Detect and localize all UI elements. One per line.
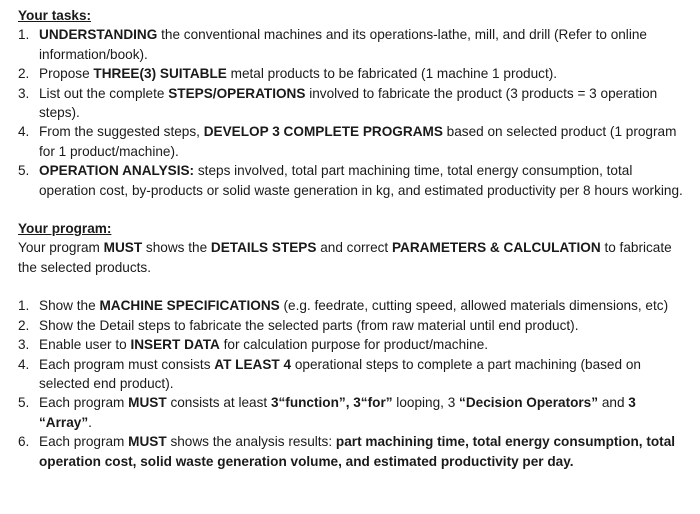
program-requirements-list: [18, 296, 686, 471]
text-run: steps involved, total part machining time, total energy consumption, total operation cost, by-products or solid waste generation in kg, and estimated productivity per 8 hours working.: [39, 163, 683, 198]
task-item-5: [18, 161, 686, 200]
list-number: 3.: [18, 85, 30, 101]
bold-text: STEPS/OPERATIONS: [168, 85, 306, 101]
list-number: 5.: [18, 163, 30, 179]
text-run: the conventional machines and its operations-lathe, mill, and drill (Refer to online information/book).: [39, 27, 647, 62]
bold-text: DEVELOP 3 COMPLETE PROGRAMS: [203, 124, 443, 140]
text-run: for calculation purpose for product/machine.: [219, 337, 489, 353]
text-run: Enable user to: [39, 337, 131, 353]
list-number: 2.: [18, 66, 30, 82]
bold-text: DETAILS STEPS: [210, 240, 317, 256]
program-requirement-item-1: [18, 296, 686, 315]
list-number: 6.: [18, 434, 30, 450]
bold-text: 3“function”, 3“for”: [270, 395, 393, 411]
list-number: 3.: [18, 337, 30, 353]
text-run: involved to fabricate the product (3 products = 3 operation steps).: [39, 85, 658, 121]
text-run: Each program must consists: [39, 356, 215, 372]
text-run: and correct: [316, 240, 392, 256]
list-number: 1.: [18, 298, 30, 314]
text-run: operational steps to complete a part machining (based on selected end product).: [39, 356, 641, 391]
tasks-list: [18, 25, 686, 200]
list-number: 4.: [18, 356, 30, 372]
text-run: shows the: [142, 240, 211, 256]
program-requirement-item-4: [18, 355, 686, 394]
bold-text: PARAMETERS & CALCULATION: [391, 240, 601, 256]
bold-text: UNDERSTANDING: [39, 27, 158, 43]
bold-text: AT LEAST 4: [214, 356, 292, 372]
bold-text: THREE(3) SUITABLE: [93, 66, 227, 82]
program-heading: Your program:: [18, 221, 112, 237]
bold-text: INSERT DATA: [130, 337, 220, 353]
list-number: 4.: [18, 124, 30, 140]
text-run: Each program: [39, 434, 129, 450]
bold-text: part machining time, total energy consumption, total operation cost, solid waste generation volume, and estimated productivity per day.: [39, 434, 676, 469]
list-number: 1.: [18, 27, 30, 43]
text-run: .: [88, 414, 92, 430]
bold-text: MUST: [128, 395, 167, 411]
text-run: Show the Detail steps to fabricate the selected parts (from raw material until end product).: [39, 317, 579, 333]
bold-text: MUST: [103, 240, 143, 256]
text-run: looping, 3: [392, 395, 460, 411]
task-item-3: [18, 84, 686, 123]
bold-text: OPERATION ANALYSIS:: [39, 163, 195, 179]
task-item-1: [18, 25, 686, 64]
program-requirement-item-6: [18, 432, 686, 471]
program-intro: [18, 238, 686, 277]
text-run: Show the: [39, 298, 100, 314]
task-item-4: [18, 122, 686, 161]
program-requirement-item-2: [18, 316, 686, 335]
text-run: consists at least: [166, 395, 271, 411]
text-run: List out the complete: [39, 85, 169, 101]
text-run: and: [598, 395, 629, 411]
bold-text: “Decision Operators”: [459, 395, 599, 411]
bold-text: MUST: [128, 434, 167, 450]
text-run: (e.g. feedrate, cutting speed, allowed materials dimensions, etc): [279, 298, 669, 314]
text-run: based on selected product (1 program for 1 product/machine).: [39, 124, 677, 159]
list-number: 2.: [18, 317, 30, 333]
text-run: metal products to be fabricated (1 machine 1 product).: [226, 66, 558, 82]
text-run: Each program: [39, 395, 129, 411]
task-item-2: [18, 64, 686, 83]
bold-text: MACHINE SPECIFICATIONS: [99, 298, 280, 314]
program-requirement-item-3: [18, 335, 686, 354]
text-run: Propose: [39, 66, 94, 82]
tasks-heading: Your tasks:: [18, 8, 92, 23]
text-run: to fabricate the selected products.: [18, 240, 672, 275]
program-requirement-item-5: [18, 393, 686, 432]
bold-text: 3 “Array”: [39, 395, 636, 430]
list-number: 5.: [18, 395, 30, 411]
text-run: From the suggested steps,: [39, 124, 204, 140]
text-run: shows the analysis results:: [166, 434, 336, 450]
text-run: Your program: [18, 240, 104, 256]
